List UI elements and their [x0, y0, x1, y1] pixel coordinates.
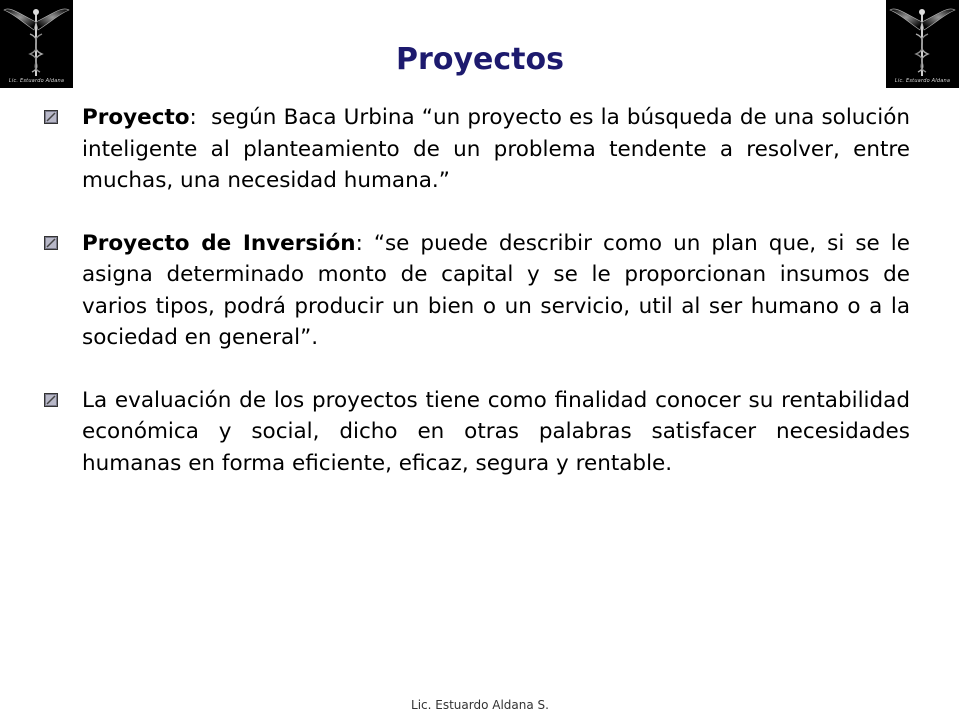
bullet-text: [82, 102, 910, 197]
bullet-term: Proyecto de Inversión: [82, 230, 356, 256]
bullet-separator: :: [355, 230, 374, 256]
bullet-list: [42, 102, 910, 510]
logo-caption: Lic. Estuardo Aldana: [894, 78, 951, 84]
bullet-separator: :: [189, 105, 212, 130]
footer-author: Lic. Estuardo Aldana S.: [411, 698, 549, 712]
bullet-body: “se puede describir como un plan que, si se le asigna determinado monto de capital y se le proporcionan insumos de varios tipos, podrá producir un bien o un servicio, util al ser humano o a la sociedad en general”.: [82, 230, 910, 350]
bullet-item: [42, 228, 910, 354]
bullet-icon: [44, 110, 58, 124]
logo-caption: Lic. Estuardo Aldana: [8, 78, 65, 84]
bullet-item: [42, 385, 910, 480]
bullet-icon: [44, 393, 58, 407]
bullet-text: [82, 385, 910, 480]
bullet-body: La evaluación de los proyectos tiene como finalidad conocer su rentabilidad económica y social, dicho en otras palabras satisfacer necesidades humanas en forma eficiente, eficaz, segura y rentable.: [82, 387, 910, 476]
slide-title: Proyectos: [396, 42, 564, 77]
bullet-text: [82, 228, 910, 354]
bullet-icon: [44, 236, 58, 250]
bullet-body: según Baca Urbina “un proyecto es la búsqueda de una solución inteligente al planteamiento de un problema tendente a resolver, entre muchas, una necesidad humana.”: [82, 105, 910, 193]
bullet-item: [42, 102, 910, 197]
bullet-term: Proyecto: [82, 105, 190, 130]
